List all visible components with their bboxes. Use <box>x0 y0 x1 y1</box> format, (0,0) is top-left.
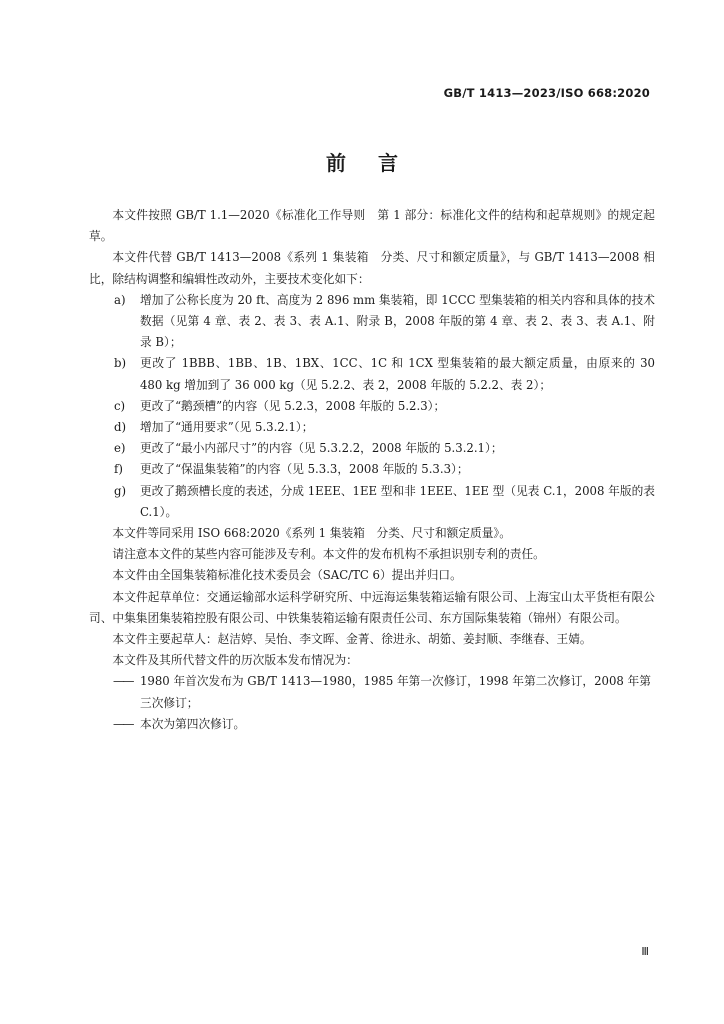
change-item-f <box>89 459 655 480</box>
change-item-marker: c) <box>114 398 126 413</box>
change-item-text: 增加了“通用要求”（见 5.3.2.1）； <box>140 420 314 435</box>
change-item-marker: d) <box>114 420 127 435</box>
paragraph-replacement: 本文件代替 GB/T 1413—2008《系列 1 集装箱 分类、尺寸和额定质量》，与 GB/T 1413—2008 相比，除结构调整和编辑性改动外，主要技术变化如下： <box>89 250 655 286</box>
history-dash: —— <box>113 674 133 689</box>
change-item-g <box>89 481 655 523</box>
change-item-marker: g) <box>114 483 127 498</box>
change-item-text: 更改了鹅颈槽长度的表述，分成 1EEE、1EE 型和非 1EEE、1EE 型（见表 C.1，2008 年版的表 C.1）。 <box>140 483 655 519</box>
paragraph-committee: 本文件由全国集装箱标准化技术委员会（SAC/TC 6）提出并归口。 <box>112 568 462 583</box>
change-item-marker: f) <box>114 462 123 477</box>
page-title: 前言 <box>326 151 430 175</box>
change-item-text: 更改了“最小内部尺寸”的内容（见 5.3.2.2，2008 年版的 5.3.2.1）； <box>140 441 503 456</box>
change-item-text: 更改了“鹅颈槽”的内容（见 5.2.3，2008 年版的 5.2.3）； <box>140 398 446 413</box>
foreword-body <box>89 205 655 735</box>
history-dash: —— <box>113 716 133 731</box>
paragraph-adoption: 本文件等同采用 ISO 668:2020《系列 1 集装箱 分类、尺寸和额定质量》。 <box>112 526 511 541</box>
paragraph-history-intro: 本文件及其所代替文件的历次版本发布情况为： <box>112 653 358 668</box>
change-item-c <box>89 396 655 417</box>
change-item-e <box>89 438 655 459</box>
paragraph-drafting-rules: 本文件按照 GB/T 1.1—2020《标准化工作导则 第 1 部分：标准化文件的结构和起草规则》的规定起草。 <box>89 208 655 244</box>
change-item-text: 增加了公称长度为 20 ft、高度为 2 896 mm 集装箱，即 1CCC 型集装箱的相关内容和具体的技术数据（见第 4 章、表 2、表 3、表 A.1、附录 B，2008 年版的第 4 章、表 2、表 3、表 A.1、附录 B）； <box>140 292 655 350</box>
history-item-1 <box>89 671 655 713</box>
paragraph-patent-notice: 请注意本文件的某些内容可能涉及专利。本文件的发布机构不承担识别专利的责任。 <box>112 547 545 562</box>
change-item-marker: e) <box>114 441 126 456</box>
document-identifier: GB/T 1413—2023/ISO 668:2020 <box>443 86 650 100</box>
change-item-a <box>89 290 655 354</box>
history-item-text: 1980 年首次发布为 GB/T 1413—1980，1985 年第一次修订，1998 年第二次修订，2008 年第三次修订； <box>140 674 651 710</box>
change-item-marker: a) <box>114 292 126 307</box>
history-item-text: 本次为第四次修订。 <box>140 716 246 731</box>
change-item-text: 更改了 1BBB、1BB、1B、1BX、1CC、1C 和 1CX 型集装箱的最大额定质量，由原来的 30 480 kg 增加到了 36 000 kg（见 5.2.2、表 2，2008 年版的 5.2.2、表 2）； <box>140 356 655 392</box>
change-item-d <box>89 417 655 438</box>
page-number: Ⅲ <box>641 945 649 958</box>
change-item-text: 更改了“保温集装箱”的内容（见 5.3.3，2008 年版的 5.3.3）； <box>140 462 469 477</box>
change-item-marker: b) <box>114 356 127 371</box>
change-item-b <box>89 353 655 395</box>
paragraph-drafting-organizations: 本文件起草单位：交通运输部水运科学研究所、中远海运集装箱运输有限公司、上海宝山太平货柜有限公司、中集集团集装箱控股有限公司、中铁集装箱运输有限责任公司、东方国际集装箱（锦州）有限公司。 <box>89 589 655 625</box>
history-item-2 <box>89 714 655 735</box>
paragraph-drafters: 本文件主要起草人：赵洁婷、吴怡、李文晖、金菁、徐进永、胡筎、姜封顺、李继春、王婧。 <box>112 632 592 647</box>
